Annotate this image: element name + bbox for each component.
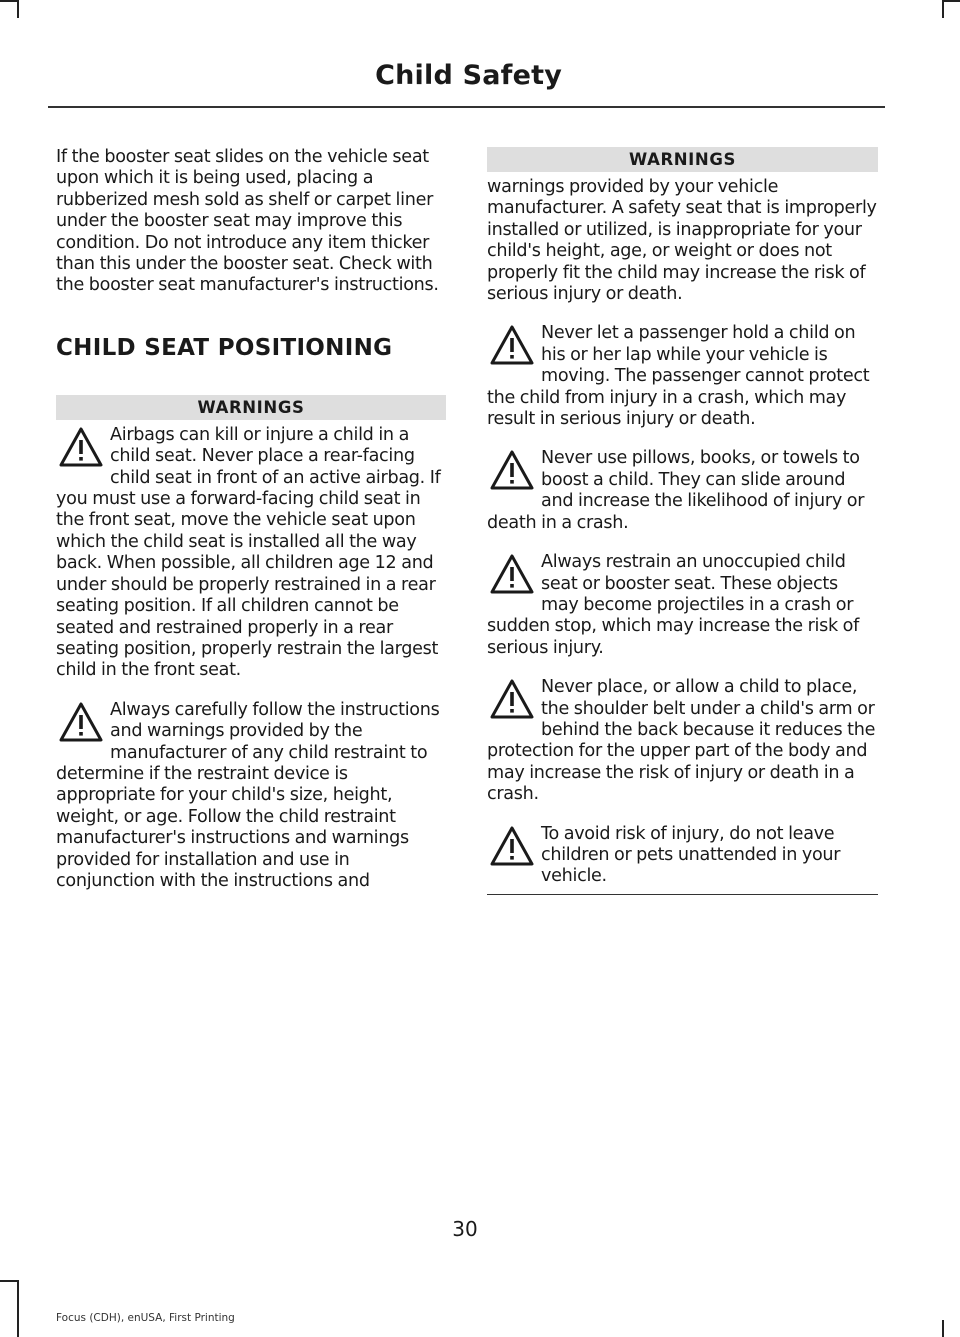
warning-text: Never place, or allow a child to place, the shoulder belt under a child's arm or behind the back because it reduces the protection for the upper part of the body and may increase the risk of injury or death in a crash. [487,677,876,805]
warning-triangle-icon [487,552,537,614]
warning-text: Never use pillows, books, or towels to boost a child. They can slide around and increase the likelihood of injury or death in a crash. [487,448,865,533]
warning-item [487,824,878,888]
left-column [56,147,446,910]
warning-text: Never let a passenger hold a child on his or her lap while your vehicle is moving. The passenger cannot protect the child from injury in a crash, which may result in serious injury or death. [487,323,870,430]
warning-item [56,425,446,682]
warning-text: Airbags can kill or injure a child in a child seat. Never place a rear-facing child seat in front of an active airbag. If you must use a forward-facing child seat in the front seat, move the vehicle seat upon which the child seat is installed all the way back. When possible, all children age 12 and under should be properly restrained in a rear seating position. If all children cannot be seated and restrained properly in a rear seating position, properly restrain the largest child in the front seat. [56,424,441,681]
crop-mark [17,1280,19,1337]
warning-triangle-icon [487,448,537,510]
section-heading: CHILD SEAT POSITIONING [56,334,393,361]
header-divider [48,106,885,108]
warning-item [56,700,446,893]
section-end-divider [487,894,878,896]
warning-triangle-icon [487,824,537,886]
page-number: 30 [452,1217,478,1241]
warning-triangle-icon [487,323,537,385]
warning-text: Always carefully follow the instructions and warnings provided by the manufacturer of any child restraint to determine if the restraint device is appropriate for your child's size, height, weight, or age. Follow the child restraint manufacturer's instructions and warnings provided for installation and use in conjunction with the instructions and [56,699,440,891]
warning-item [487,323,878,430]
warning-text: To avoid risk of injury, do not leave children or pets unattended in your vehicle. [541,823,841,887]
crop-mark [17,0,19,18]
right-column [487,147,878,895]
warning-triangle-icon [487,677,537,739]
intro-paragraph: If the booster seat slides on the vehicle seat upon which it is being used, placing a rubberized mesh sold as shelf or carpet liner under the booster seat may improve this condition. Do not introduce any item thicker than this under the booster seat. Check with the booster seat manufacturer's instructions. [56,147,439,296]
warning-item [487,552,878,659]
edition-footer: Focus (CDH), enUSA, First Printing [56,1312,235,1324]
crop-mark [0,1280,17,1282]
crop-mark [942,1320,944,1337]
warnings-banner: WARNINGS [56,395,446,420]
page-title: Child Safety [375,60,562,91]
warnings-banner: WARNINGS [487,147,878,172]
warning-triangle-icon [56,425,106,487]
warning-item [487,448,878,534]
warning-item [487,677,878,805]
crop-mark [942,0,944,18]
crop-mark [942,0,960,2]
warning-triangle-icon [56,700,106,762]
warning-text: Always restrain an unoccupied child seat or booster seat. These objects may become projectiles in a crash or sudden stop, which may increase the risk of serious injury. [487,552,860,658]
crop-mark [0,0,17,2]
warning-continued-text: warnings provided by your vehicle manufacturer. A safety seat that is improperly installed or utilized, is inappropriate for your child's height, age, or weight or does not properly fit the child may increase the risk of serious injury or death. [487,177,877,305]
